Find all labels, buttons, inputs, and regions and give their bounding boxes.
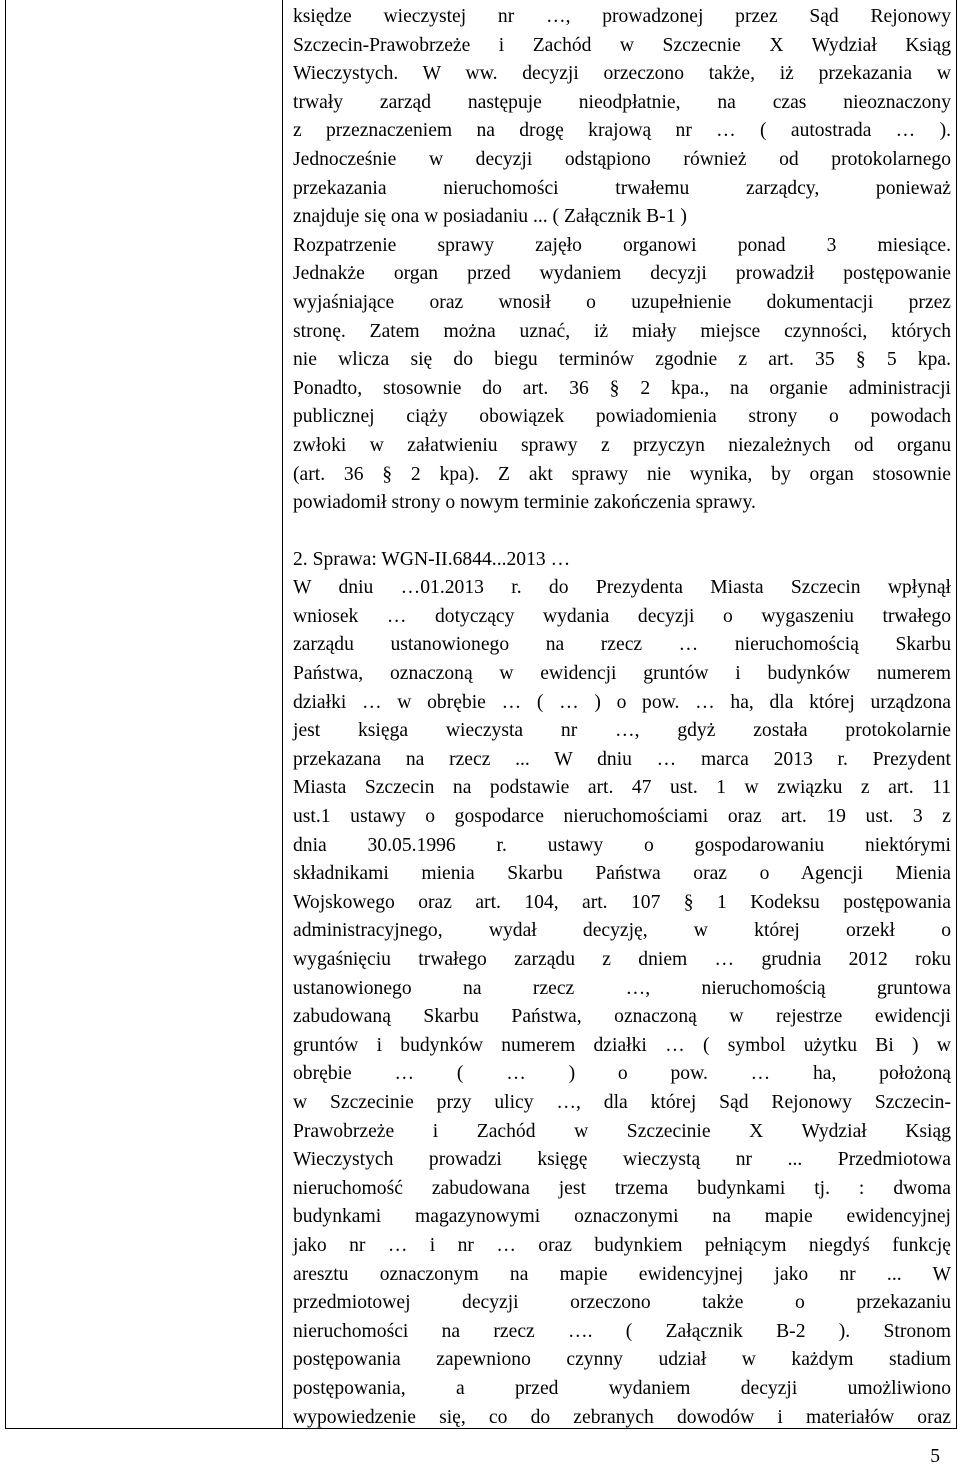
text-line: Ponadto, stosownie do art. 36 § 2 kpa., na organie administracji bbox=[293, 377, 951, 399]
text-line: znajduje się ona w posiadaniu ... ( Załącznik B-1 ) bbox=[293, 206, 687, 228]
text-line: administracyjnego, wydał decyzję, w której orzekł o bbox=[293, 920, 951, 942]
text-line: W dniu …01.2013 r. do Prezydenta Miasta Szczecin wpłynął bbox=[293, 577, 951, 599]
text-line: Szczecin-Prawobrzeże i Zachód w Szczecnie X Wydział Ksiąg bbox=[293, 34, 951, 56]
text-line: w Szczecinie przy ulicy …, dla której Sąd Rejonowy Szczecin- bbox=[293, 1091, 951, 1113]
text-line: budynkami magazynowymi oznaczonymi na mapie ewidencyjnej bbox=[293, 1206, 951, 1228]
text-line: wniosek … dotyczący wydania decyzji o wygaszeniu trwałego bbox=[293, 605, 951, 627]
text-line: powiadomił strony o nowym terminie zakończenia sprawy. bbox=[293, 492, 756, 514]
text-line: wygaśnięciu trwałego zarządu z dniem … grudnia 2012 roku bbox=[293, 949, 951, 970]
section-heading: 2. Sprawa: WGN-II.6844...2013 … bbox=[293, 548, 571, 570]
text-line: wyjaśniające oraz wnosił o uzupełnienie dokumentacji przez bbox=[293, 291, 951, 313]
section1-paragraph bbox=[293, 3, 951, 518]
text-line: ust.1 ustawy o gospodarce nieruchomościami oraz art. 19 ust. 3 z bbox=[293, 806, 951, 828]
text-line: gruntów i budynków numerem działki … ( symbol użytku Bi ) w bbox=[293, 1034, 951, 1056]
text-line: dnia 30.05.1996 r. ustawy o gospodarowaniu niektórymi bbox=[293, 834, 951, 856]
text-line: Państwa, oznaczoną w ewidencji gruntów i budynków numerem bbox=[293, 663, 951, 685]
text-line: przekazana na rzecz ... W dniu … marca 2013 r. Prezydent bbox=[293, 748, 951, 770]
text-line: Wieczystych prowadzi księgę wieczystą nr ... Przedmiotowa bbox=[293, 1149, 951, 1171]
text-line: publicznej ciąży obowiązek powiadomienia strony o powodach bbox=[293, 406, 951, 428]
text-line: (art. 36 § 2 kpa). Z akt sprawy nie wynika, by organ stosownie bbox=[293, 463, 951, 485]
text-line: wypowiedzenie się, co do zebranych dowodów i materiałów oraz bbox=[293, 1406, 951, 1428]
text-line: nie wlicza się do biegu terminów zgodnie z art. 35 § 5 kpa. bbox=[293, 349, 951, 371]
table-right-column bbox=[293, 3, 951, 1432]
text-line: trwały zarząd następuje nieodpłatnie, na czas nieoznaczony bbox=[293, 91, 951, 113]
text-line: przekazania nieruchomości trwałemu zarządcy, ponieważ bbox=[293, 177, 951, 199]
text-line: obrębie … ( … ) o pow. … ha, położoną bbox=[293, 1063, 951, 1085]
text-line: aresztu oznaczonym na mapie ewidencyjnej jako nr ... W bbox=[293, 1263, 951, 1285]
text-line: postępowania, a przed wydaniem decyzji umożliwiono bbox=[293, 1377, 951, 1399]
text-line: składnikami mienia Skarbu Państwa oraz o Agencji Mienia bbox=[293, 863, 951, 885]
text-line: Wojskowego oraz art. 104, art. 107 § 1 Kodeksu postępowania bbox=[293, 891, 951, 913]
text-line: przedmiotowej decyzji orzeczono także o przekazaniu bbox=[293, 1292, 951, 1314]
text-line: postępowania zapewniono czynny udział w każdym stadium bbox=[293, 1349, 951, 1371]
text-line: nieruchomości na rzecz …. ( Załącznik B-2 ). Stronom bbox=[293, 1320, 951, 1342]
text-line: jako nr … i nr … oraz budynkiem pełniącym niegdyś funkcję bbox=[293, 1234, 951, 1256]
text-line: Rozpatrzenie sprawy zajęło organowi ponad 3 miesiące. bbox=[293, 234, 951, 256]
text-line: ustanowionego na rzecz …, nieruchomością gruntowa bbox=[293, 977, 951, 999]
text-line: zarządu ustanowionego na rzecz … nieruchomością Skarbu bbox=[293, 634, 951, 656]
text-line: działki … w obrębie … ( … ) o pow. … ha, dla której urządzona bbox=[293, 691, 951, 713]
table-left-column bbox=[6, 0, 283, 1428]
document-table bbox=[5, 0, 957, 1429]
text-line: Jednakże organ przed wydaniem decyzji prowadził postępowanie bbox=[293, 263, 951, 285]
text-line: Prawobrzeże i Zachód w Szczecinie X Wydział Ksiąg bbox=[293, 1120, 951, 1142]
text-line: Jednocześnie w decyzji odstąpiono również od protokolarnego bbox=[293, 148, 951, 170]
page-number: 5 bbox=[930, 1446, 940, 1467]
text-line: z przeznaczeniem na drogę krajową nr … ( autostrada … ). bbox=[293, 120, 951, 142]
text-line: zabudowaną Skarbu Państwa, oznaczoną w rejestrze ewidencji bbox=[293, 1006, 951, 1028]
section2-paragraph bbox=[293, 546, 951, 1432]
text-line: Wieczystych. W ww. decyzji orzeczono także, iż przekazania w bbox=[293, 63, 951, 85]
text-line: stronę. Zatem można uznać, iż miały miejsce czynności, których bbox=[293, 320, 951, 342]
text-line: nieruchomość zabudowana jest trzema budynkami tj. : dwoma bbox=[293, 1177, 951, 1199]
paragraph-spacer bbox=[293, 518, 951, 546]
text-line: Miasta Szczecin na podstawie art. 47 ust. 1 w związku z art. 11 bbox=[293, 777, 951, 799]
text-line: jest księga wieczysta nr …, gdyż została protokolarnie bbox=[293, 720, 951, 742]
text-line: zwłoki w załatwieniu sprawy z przyczyn niezależnych od organu bbox=[293, 434, 951, 456]
text-line: księdze wieczystej nr …, prowadzonej przez Sąd Rejonowy bbox=[293, 6, 951, 27]
